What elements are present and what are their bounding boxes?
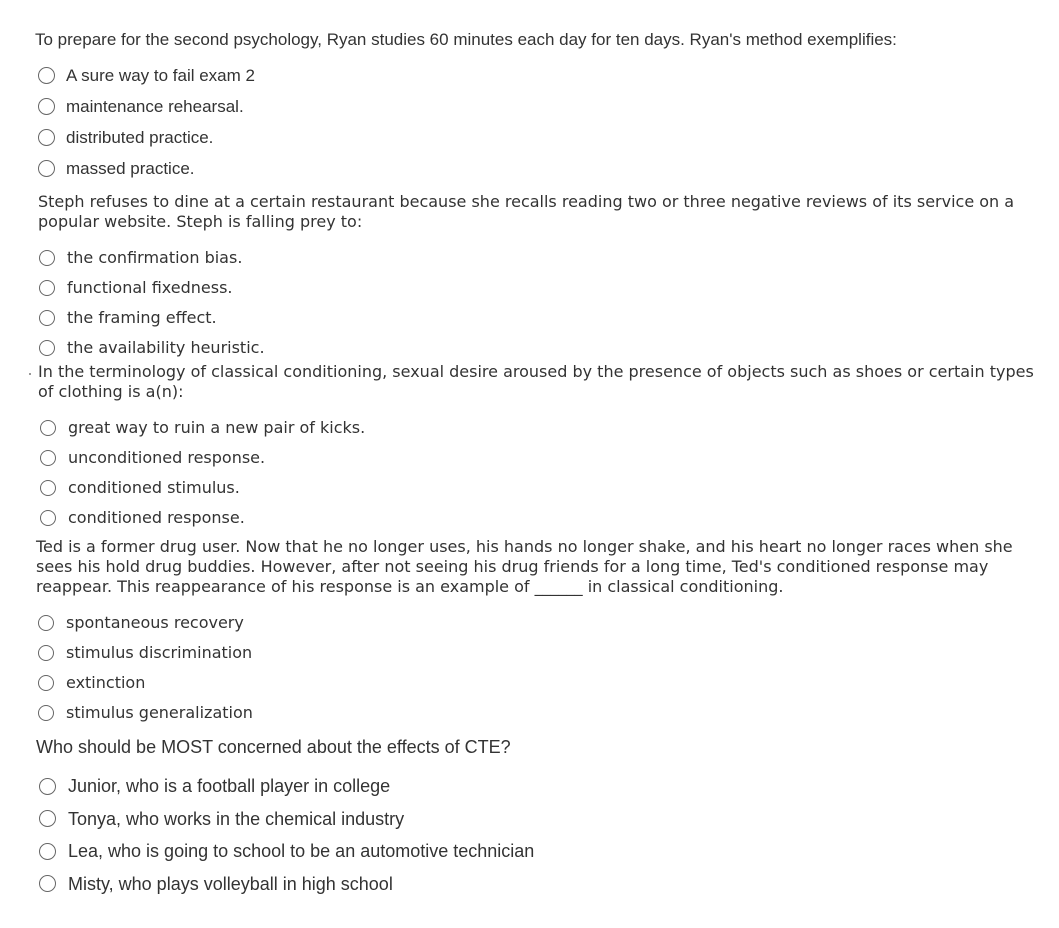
radio-button[interactable] xyxy=(39,843,56,860)
radio-button[interactable] xyxy=(38,645,54,661)
radio-button[interactable] xyxy=(39,340,55,356)
question-1 xyxy=(0,29,1059,184)
answer-option[interactable] xyxy=(38,608,1059,638)
radio-button[interactable] xyxy=(39,250,55,266)
answer-option[interactable] xyxy=(39,770,1059,803)
radio-button[interactable] xyxy=(38,160,55,177)
answer-options xyxy=(0,608,1059,728)
radio-button[interactable] xyxy=(39,310,55,326)
answer-option-label[interactable]: maintenance rehearsal. xyxy=(66,96,244,116)
answer-options xyxy=(0,243,1059,363)
answer-option[interactable] xyxy=(39,303,1059,333)
answer-option[interactable] xyxy=(40,413,1059,443)
radio-button[interactable] xyxy=(38,705,54,721)
answer-option[interactable] xyxy=(39,243,1059,273)
answer-option-label[interactable]: A sure way to fail exam 2 xyxy=(66,65,255,85)
question-4 xyxy=(0,537,1059,728)
radio-button[interactable] xyxy=(38,98,55,115)
question-prompt: Steph refuses to dine at a certain restaurant because she recalls reading two or three negative reviews of its service on a popular website. Steph is falling prey to: xyxy=(38,192,1015,231)
answer-option-label[interactable]: Junior, who is a football player in college xyxy=(68,776,391,797)
answer-option-label[interactable]: Lea, who is going to school to be an automotive technician xyxy=(68,841,535,862)
question-prompt: Who should be MOST concerned about the effects of CTE? xyxy=(36,737,511,757)
radio-button[interactable] xyxy=(39,875,56,892)
answer-option-label[interactable]: distributed practice. xyxy=(66,127,214,147)
answer-option[interactable] xyxy=(40,443,1059,473)
radio-button[interactable] xyxy=(39,810,56,827)
answer-option-label[interactable]: Misty, who plays volleyball in high school xyxy=(68,873,393,894)
radio-button[interactable] xyxy=(40,480,56,496)
answer-option-label[interactable]: the confirmation bias. xyxy=(67,248,243,267)
question-prompt: In the terminology of classical conditioning, sexual desire aroused by the presence of objects such as shoes or certain types of clothing is a(n): xyxy=(38,362,1034,401)
radio-button[interactable] xyxy=(38,129,55,146)
answer-option[interactable] xyxy=(40,503,1059,533)
answer-option[interactable] xyxy=(39,868,1059,901)
answer-option[interactable] xyxy=(39,835,1059,868)
answer-option-label[interactable]: unconditioned response. xyxy=(68,448,266,467)
answer-option-label[interactable]: stimulus generalization xyxy=(66,703,253,722)
radio-button[interactable] xyxy=(38,675,54,691)
answer-option[interactable] xyxy=(39,273,1059,303)
answer-option-label[interactable]: the availability heuristic. xyxy=(67,338,265,357)
answer-option[interactable] xyxy=(38,122,1059,153)
answer-option-label[interactable]: extinction xyxy=(66,673,146,692)
answer-option[interactable] xyxy=(40,473,1059,503)
question-5 xyxy=(0,736,1059,900)
answer-option-label[interactable]: spontaneous recovery xyxy=(66,613,244,632)
radio-button[interactable] xyxy=(40,420,56,436)
answer-option-label[interactable]: massed practice. xyxy=(66,158,195,178)
answer-options xyxy=(0,60,1059,184)
answer-option-label[interactable]: conditioned response. xyxy=(68,508,245,527)
radio-button[interactable] xyxy=(38,615,54,631)
answer-option-label[interactable]: Tonya, who works in the chemical industry xyxy=(68,808,405,829)
radio-button[interactable] xyxy=(40,450,56,466)
answer-option[interactable] xyxy=(38,668,1059,698)
question-2 xyxy=(0,192,1059,363)
question-prompt: Ted is a former drug user. Now that he no longer uses, his hands no longer shake, and his heart no longer races when she sees his hold drug buddies. However, after not seeing his drug friends for a long time, Ted's conditioned response may reappear. This reappearance of his response is an example of ______ in classical conditioning. xyxy=(36,537,1013,596)
answer-option[interactable] xyxy=(38,60,1059,91)
answer-options xyxy=(0,770,1059,900)
answer-option[interactable] xyxy=(38,91,1059,122)
answer-option-label[interactable]: great way to ruin a new pair of kicks. xyxy=(68,418,366,437)
radio-button[interactable] xyxy=(40,510,56,526)
answer-option-label[interactable]: stimulus discrimination xyxy=(66,643,253,662)
answer-option[interactable] xyxy=(38,698,1059,728)
answer-option-label[interactable]: conditioned stimulus. xyxy=(68,478,240,497)
question-prompt: To prepare for the second psychology, Ryan studies 60 minutes each day for ten days. Ryan's method exemplifies: xyxy=(35,30,897,49)
answer-option[interactable] xyxy=(39,333,1059,363)
radio-button[interactable] xyxy=(39,280,55,296)
answer-options xyxy=(0,413,1059,533)
answer-option[interactable] xyxy=(38,153,1059,184)
answer-option[interactable] xyxy=(39,803,1059,836)
answer-option-label[interactable]: functional fixedness. xyxy=(67,278,233,297)
answer-option-label[interactable]: the framing effect. xyxy=(67,308,217,327)
radio-button[interactable] xyxy=(38,67,55,84)
radio-button[interactable] xyxy=(39,778,56,795)
answer-option[interactable] xyxy=(38,638,1059,668)
question-3 xyxy=(0,362,1059,533)
